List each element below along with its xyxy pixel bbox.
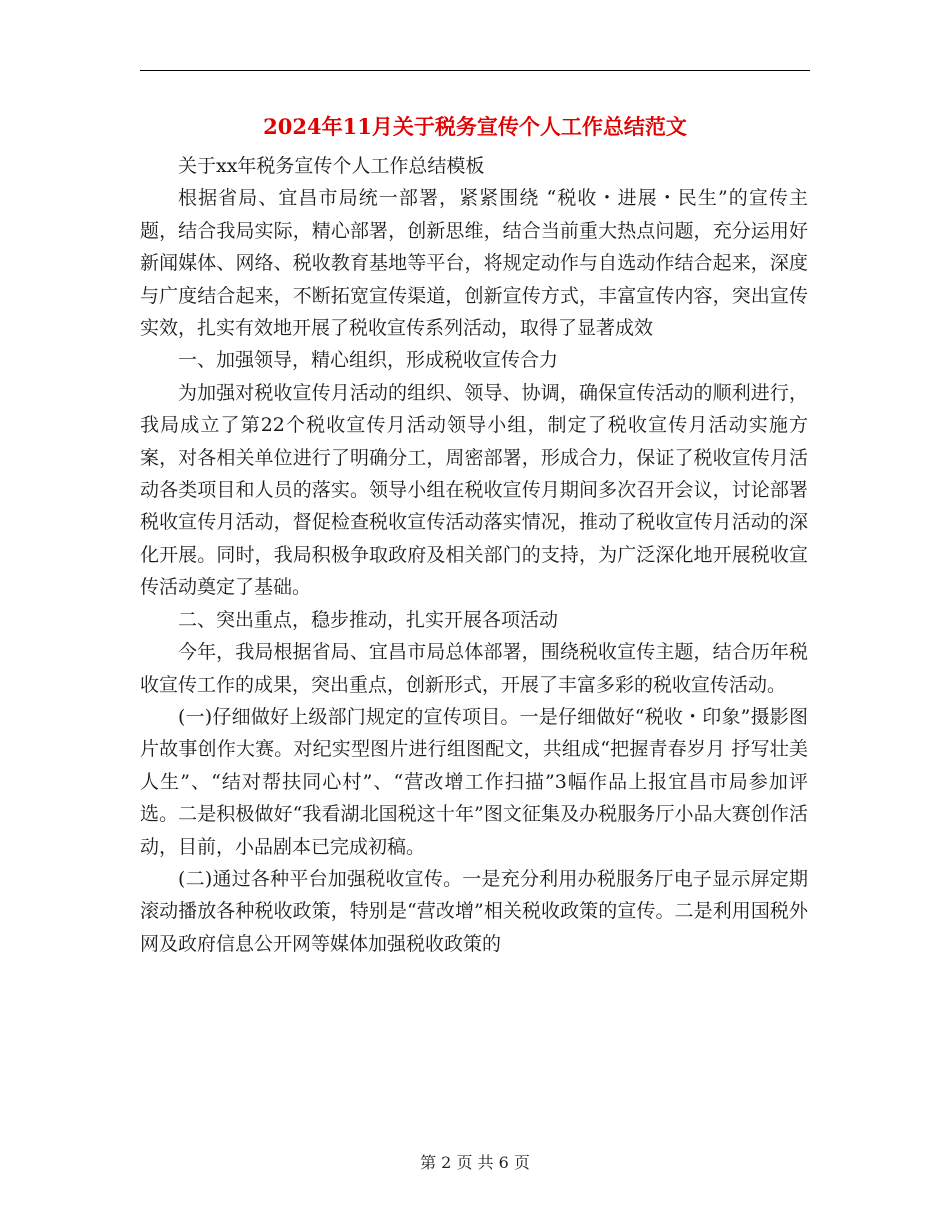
header-rule	[140, 70, 810, 71]
paragraph-section-1: 为加强对税收宣传月活动的组织、领导、协调，确保宣传活动的顺利进行，我局成立了第22个税收宣传月活动领导小组，制定了税收宣传月活动实施方案，对各相关单位进行了明确分工，周密部署，形成合力，保证了税收宣传月活动各类项目和人员的落实。领导小组在税收宣传月期间多次召开会议，讨论部署税收宣传月活动，督促检查税收宣传活动落实情况，推动了税收宣传月活动的深化开展。同时，我局积极争取政府及相关部门的支持，为广泛深化地开展税收宣传活动奠定了基础。	[140, 381, 808, 599]
document-body	[140, 150, 808, 960]
section-heading-2: 二、突出重点，稳步推动，扎实开展各项活动	[178, 608, 559, 631]
page-number: 第 2 页 共 6 页	[420, 1153, 530, 1172]
paragraph-section-2: 今年，我局根据省局、宜昌市局总体部署，围绕税收宣传主题，结合历年税收宣传工作的成果，突出重点，创新形式，开展了丰富多彩的税收宣传活动。	[140, 641, 808, 696]
paragraph-item-2: (二)通过各种平台加强税收宣传。一是充分利用办税服务厅电子显示屏定期滚动播放各种税收政策，特别是“营改增”相关税收政策的宣传。二是利用国税外网及政府信息公开网等媒体加强税收政策的	[140, 867, 808, 955]
document-title: 2024年11月关于税务宣传个人工作总结范文	[263, 114, 687, 139]
paragraph-intro: 根据省局、宜昌市局统一部署，紧紧围绕 “税收・进展・民生”的宣传主题，结合我局实际，精心部署，创新思维，结合当前重大热点问题，充分运用好新闻媒体、网络、税收教育基地等平台，将规定动作与自选动作结合起来，深度与广度结合起来，不断拓宽宣传渠道，创新宣传方式，丰富宣传内容，突出宣传实效，扎实有效地开展了税收宣传系列活动，取得了显著成效	[140, 187, 808, 340]
paragraph-subtitle: 关于xx年税务宣传个人工作总结模板	[178, 155, 485, 177]
paragraph-item-1: (一)仔细做好上级部门规定的宣传项目。一是仔细做好“税收・印象”摄影图片故事创作大赛。对纪实型图片进行组图配文，共组成“把握青春岁月 抒写壮美人生”、“结对帮扶同心村”、“营改增工作扫描”3幅作品上报宜昌市局参加评选。二是积极做好“我看湖北国税这十年”图文征集及办税服务厅小品大赛创作活动，目前，小品剧本已完成初稿。	[140, 705, 808, 858]
section-heading-1: 一、加强领导，精心组织，形成税收宣传合力	[178, 349, 559, 372]
